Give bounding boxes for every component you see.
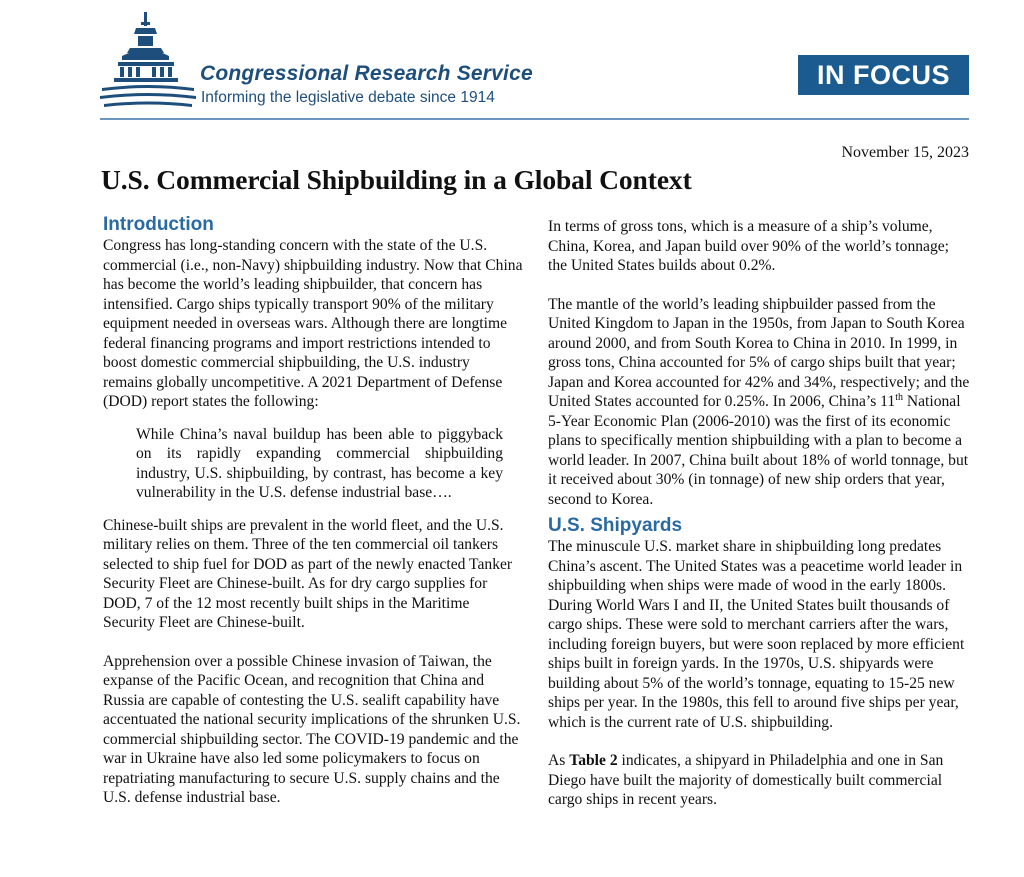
capitol-dome-logo	[100, 10, 196, 114]
world-leader-history-paragraph: The mantle of the world’s leading shipbuilder passed from the United Kingdom to Japan in the 1950s, from Japan to South Korea around 2000, and from South Korea to China in 2010. In 1999, in gross tons, China accounted for 5% of cargo ships built that year; Japan and Korea accounted for 42% and 34%, respectively; and the United States accounted for 0.25%. In 2006, China’s 11th National 5-Year Economic Plan (2006-2010) was the first of its economic plans to specifically mention shipbuilding with a plan to become a world leader. In 2007, China built about 18% of world tonnage, but it received about 30% (in tonnage) of new ship orders that year, second to Korea.	[548, 295, 970, 508]
publication-date: November 15, 2023	[841, 144, 969, 161]
right-column	[548, 217, 970, 810]
in-focus-badge: IN FOCUS	[798, 55, 969, 95]
intro-paragraph-1: Congress has long-standing concern with the state of the U.S. commercial (i.e., non-Navy) shipbuilding industry. Now that China has become the world’s leading shipbuilder, that concern has intensified. Cargo ships typically transport 90% of the military equipment needed in overseas wars. Although there are longtime federal financing programs and import restrictions intended to boost domestic commercial shipbuilding, the U.S. industry remains globally uncompetitive. A 2021 Department of Defense (DOD) report states the following:	[103, 237, 523, 410]
document-title: U.S. Commercial Shipbuilding in a Global Context	[101, 164, 692, 195]
dod-report-quote: While China’s naval buildup has been able to piggyback on its rapidly expanding commercial shipbuilding industry, U.S. shipbuilding, by contrast, has become a key vulnerability in the U.S. defense industrial base….	[136, 425, 503, 501]
table-2-paragraph: As Table 2 indicates, a shipyard in Philadelphia and one in San Diego have built the majority of domestically built commercial cargo ships in recent years.	[548, 752, 944, 808]
us-shipyards-paragraph: The minuscule U.S. market share in shipbuilding long predates China’s ascent. The United States was a peacetime world leader in shipbuilding when ships were made of wood in the early 1800s. During World Wars I and II, the United States built thousands of cargo ships. These were sold to merchant carriers after the wars, including foreign buyers, but were soon replaced by more efficient ships built in foreign yards. In the 1970s, U.S. shipyards were building about 5% of the world’s tonnage, equating to 15-25 new ships per year. In the 1980s, this fell to around five ships per year, which is the current rate of U.S. shipbuilding.	[548, 538, 965, 731]
organization-name: Congressional Research Service	[200, 62, 533, 85]
intro-paragraph-2: Chinese-built ships are prevalent in the world fleet, and the U.S. military relies on them. Three of the ten commercial oil tankers selected to ship fuel for DOD as part of the newly enacted Tanker Security Fleet are Chinese-built. As for dry cargo supplies for DOD, 7 of the 12 most recently built ships in the Maritime Security Fleet are Chinese-built.	[103, 516, 513, 631]
organization-tagline: Informing the legislative debate since 1914	[201, 89, 495, 106]
gross-tons-paragraph: In terms of gross tons, which is a measure of a ship’s volume, China, Korea, and Japan build over 90% of the world’s tonnage; the United States builds about 0.2%.	[548, 218, 950, 274]
intro-paragraph-3: Apprehension over a possible Chinese invasion of Taiwan, the expanse of the Pacific Ocean, and recognition that China and Russia are capable of contesting the U.S. sealift capability have accentuated the national security implications of the shrunken U.S. commercial shipbuilding sector. The COVID-19 pandemic and the war in Ukraine have also led some policymakers to focus on repatriating manufacturing to secure U.S. supply chains and the U.S. defense industrial base.	[103, 652, 521, 806]
header-divider	[100, 118, 969, 120]
table-2-reference[interactable]: Table 2	[569, 752, 618, 769]
introduction-heading: Introduction	[103, 214, 214, 235]
left-column	[103, 214, 523, 808]
us-shipyards-heading: U.S. Shipyards	[548, 515, 683, 536]
